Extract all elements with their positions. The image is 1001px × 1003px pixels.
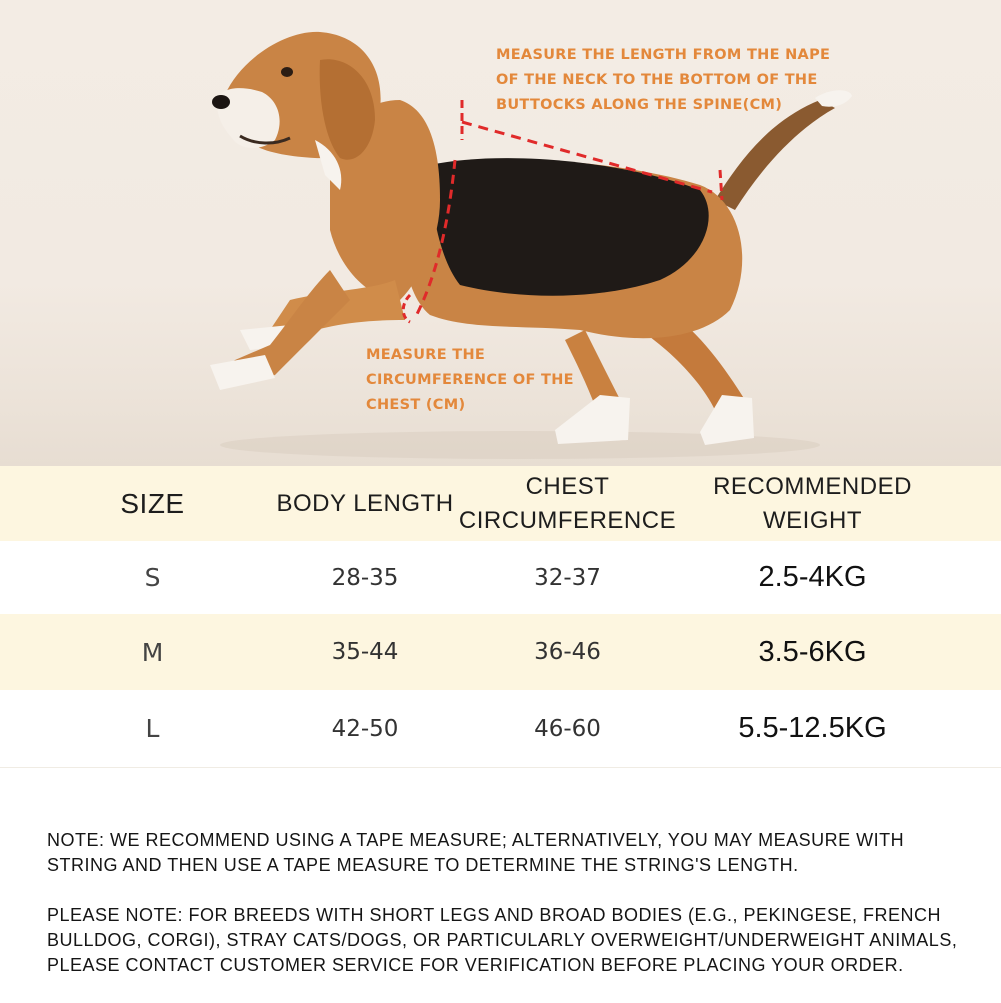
body-length-cell: 28-35 (331, 564, 399, 591)
table-row (0, 541, 1001, 614)
instruction-line: CIRCUMFERENCE OF THE (366, 372, 574, 388)
body-length-cell: 35-44 (331, 639, 399, 665)
note-line: NOTE: WE RECOMMEND USING A TAPE MEASURE; ALTERNATIVELY, YOU MAY MEASURE WITH (47, 830, 905, 850)
body-length-cell: 42-50 (331, 715, 399, 742)
instruction-line: MEASURE THE LENGTH FROM THE NAPE (496, 47, 831, 63)
dog-photo (0, 0, 1001, 466)
header-weight-line2: WEIGHT (763, 506, 862, 534)
weight-cell: 5.5-12.5KG (738, 712, 887, 744)
header-chest-circumference (455, 466, 680, 541)
table-row (0, 690, 1001, 768)
note-line: BULLDOG, CORGI), STRAY CATS/DOGS, OR PARTICULARLY OVERWEIGHT/UNDERWEIGHT ANIMALS, (47, 930, 958, 950)
instruction-line: MEASURE THE (366, 347, 486, 363)
note-line: PLEASE NOTE: FOR BREEDS WITH SHORT LEGS AND BROAD BODIES (E.G., PEKINGESE, FRENCH (47, 905, 942, 925)
header-body-length: BODY LENGTH (276, 489, 454, 517)
size-table-header (0, 466, 1001, 541)
instruction-line: BUTTOCKS ALONG THE SPINE(CM) (496, 97, 783, 113)
size-cell: M (141, 637, 164, 667)
instruction-line: OF THE NECK TO THE BOTTOM OF THE (496, 72, 818, 88)
header-size: SIZE (120, 487, 185, 519)
body-length-instruction (496, 43, 830, 118)
table-row (0, 614, 1001, 690)
chest-cell: 36-46 (534, 639, 601, 665)
size-cell: L (145, 714, 160, 743)
note-line: STRING AND THEN USE A TAPE MEASURE TO DETERMINE THE STRING'S LENGTH. (47, 855, 799, 875)
weight-cell: 2.5-4KG (758, 561, 867, 593)
chest-instruction (366, 343, 574, 418)
chest-cell: 32-37 (534, 564, 601, 591)
header-weight-line1: RECOMMENDED (713, 472, 912, 500)
weight-cell: 3.5-6KG (758, 635, 867, 668)
size-cell: S (144, 563, 161, 592)
header-recommended-weight (690, 466, 935, 541)
header-chest-line1: CHEST (525, 472, 610, 500)
chest-cell: 46-60 (534, 715, 601, 742)
note-line: PLEASE CONTACT CUSTOMER SERVICE FOR VERIFICATION BEFORE PLACING YOUR ORDER. (47, 955, 904, 975)
header-chest-line2: CIRCUMFERENCE (458, 506, 677, 534)
instruction-line: CHEST (CM) (366, 397, 466, 413)
notes-section (47, 803, 977, 1003)
